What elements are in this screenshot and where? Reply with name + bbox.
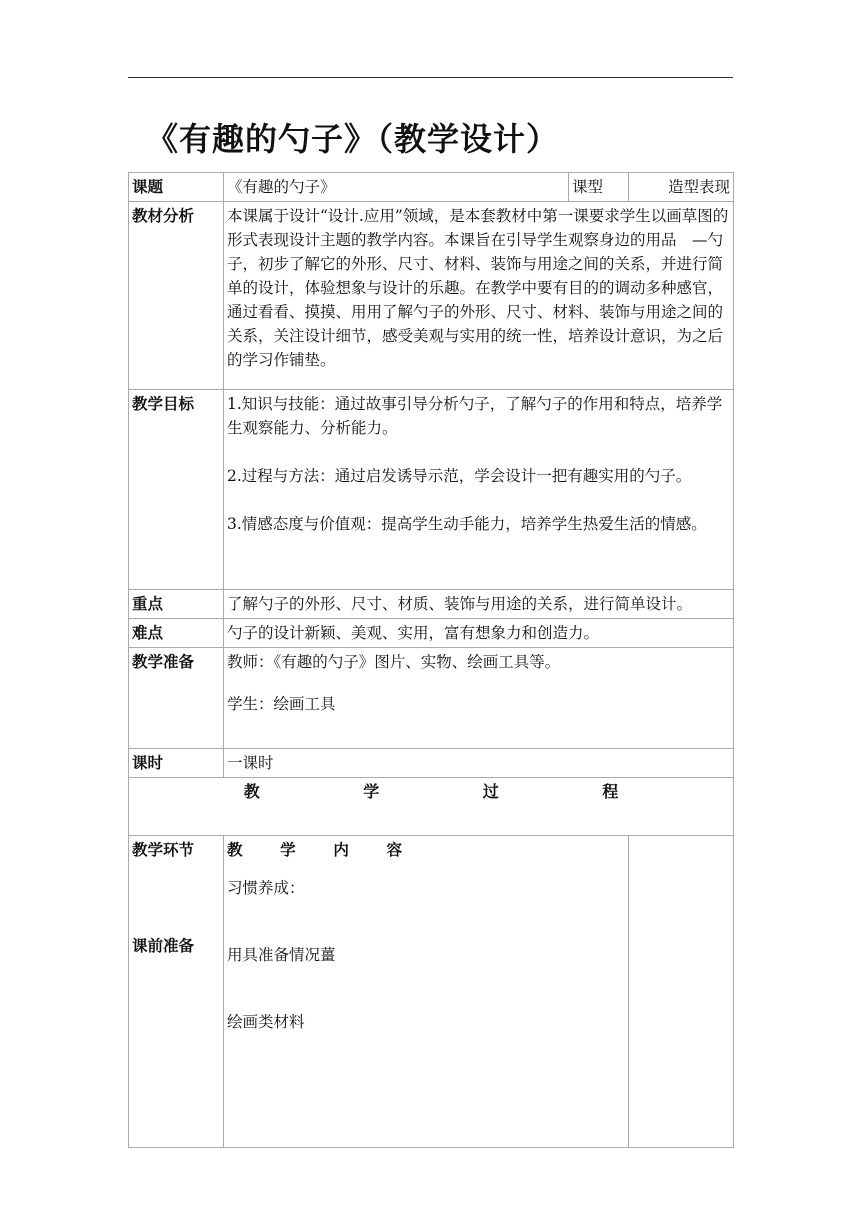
goal-item: 2.过程与方法：通过启发诱导示范，学会设计一把有趣实用的勺子。 — [227, 467, 692, 485]
prep-student: 学生：绘画工具 — [227, 695, 336, 713]
document-title: 《有趣的勺子》（教学设计） — [146, 120, 560, 158]
stage-content-cell — [224, 836, 629, 1148]
table-row — [129, 590, 734, 619]
table-row — [129, 202, 734, 390]
prep-cell — [224, 648, 734, 749]
lesson-type-label: 课型 — [569, 173, 629, 202]
content-item: 绘画类材料 — [227, 1013, 305, 1031]
prep-label: 教学准备 — [129, 648, 224, 749]
topic-label: 课题 — [129, 173, 224, 202]
hours-text: 一课时 — [224, 749, 734, 778]
table-row — [129, 173, 734, 202]
goal-item: 1.知识与技能：通过故事引导分析勺子，了解勺子的作用和特点，培养学生观察能力、分析能力。 — [227, 395, 723, 437]
stage-label: 课前准备 — [132, 936, 195, 955]
table-row — [129, 836, 734, 1148]
analysis-text: 本课属于设计“设计.应用”领域，是本套教材中第一课要求学生以画草图的形式表现设计主题的教学内容。本课旨在引导学生观察身边的用品 —勺子，初步了解它的外形、尺寸、材料、装饰与用途之间的关系，并进行简单的设计，体验想象与设计的乐趣。在教学中要有目的的调动多种感官，通过看看、摸摸、用用了解勺子的外形、尺寸、材料、装饰与用途之间的关系，关注设计细节，感受美观与实用的统一性，培养设计意识，为之后的学习作铺垫。 — [224, 202, 734, 390]
process-heading: 教 学 过 程 — [243, 782, 619, 801]
topic-value: 《有趣的勺子》 — [224, 173, 569, 202]
stage-notes-cell — [629, 836, 734, 1148]
content-item: 习惯养成： — [227, 879, 305, 897]
content-item: 用具准备情况薑 — [227, 946, 336, 964]
hours-label: 课时 — [129, 749, 224, 778]
prep-teacher: 教师：《有趣的勺子》图片、实物、绘画工具等。 — [227, 653, 561, 671]
goal-item: 3.情感态度与价值观：提高学生动手能力，培养学生热爱生活的情感。 — [227, 515, 707, 533]
analysis-label: 教材分析 — [129, 202, 224, 390]
header-rule — [128, 77, 733, 78]
table-row — [129, 778, 734, 836]
process-heading-cell — [129, 778, 734, 836]
stage-label-cell — [129, 836, 224, 1148]
table-row — [129, 619, 734, 648]
goals-cell — [224, 390, 734, 590]
content-heading: 教 学 内 容 — [227, 840, 402, 859]
lesson-plan-table — [128, 172, 734, 1148]
difficulty-text: 勺子的设计新颖、美观、实用，富有想象力和创造力。 — [224, 619, 734, 648]
lesson-type-value: 造型表现 — [629, 173, 734, 202]
table-row — [129, 648, 734, 749]
difficulty-label: 难点 — [129, 619, 224, 648]
key-label: 重点 — [129, 590, 224, 619]
key-text: 了解勺子的外形、尺寸、材质、装饰与用途的关系，进行简单设计。 — [224, 590, 734, 619]
goals-label: 教学目标 — [129, 390, 224, 590]
stage-column-heading: 教学环节 — [132, 840, 195, 859]
table-row — [129, 390, 734, 590]
table-row — [129, 749, 734, 778]
